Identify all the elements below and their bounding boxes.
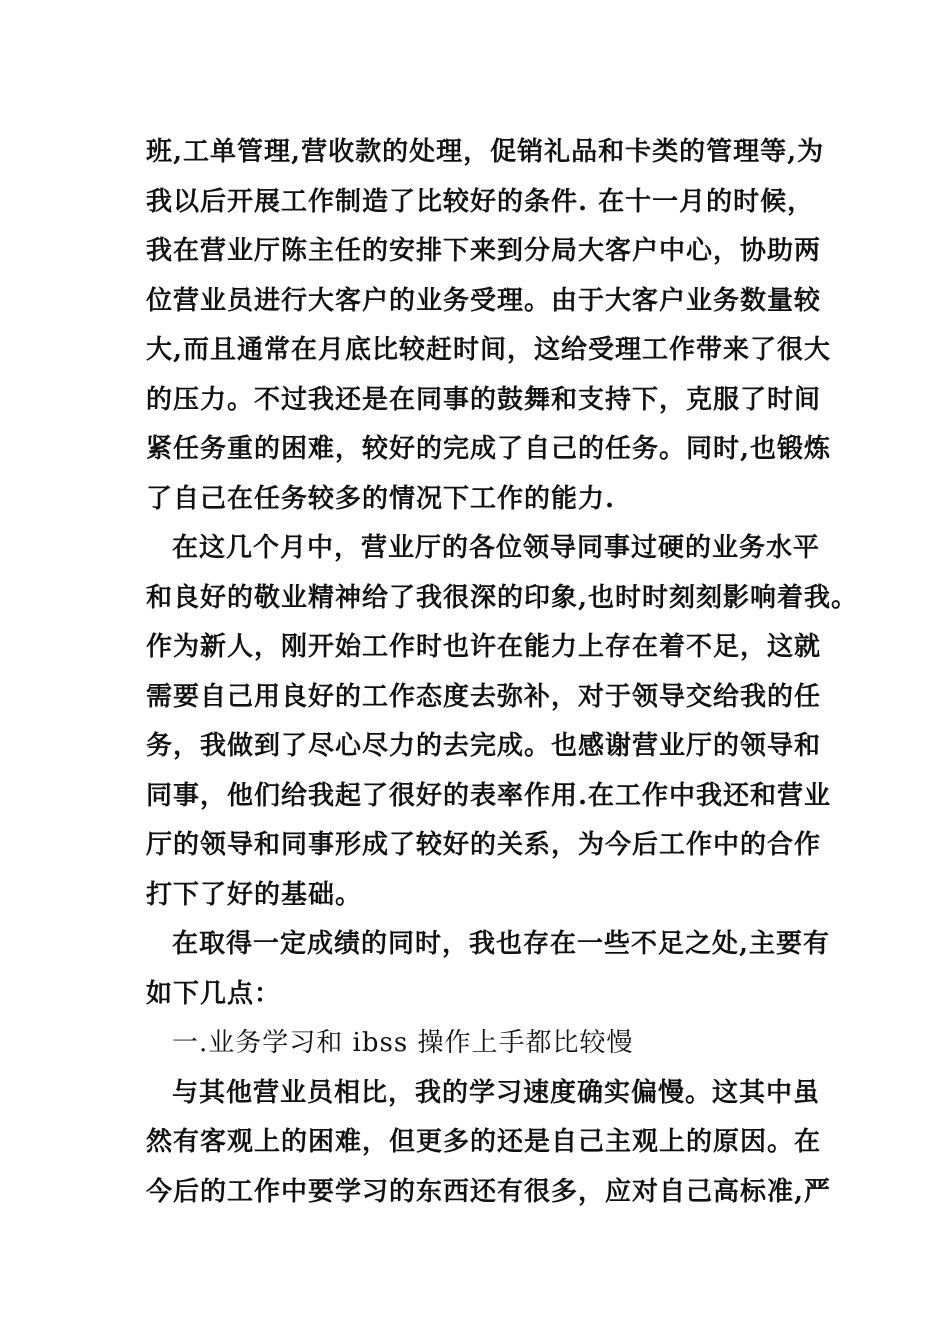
text-line-17: 在取得一定成绩的同时，我也存在一些不足之处,主要有 [172, 929, 831, 959]
text-line-13: 务，我做到了尽心尽力的去完成。也感谢营业厅的领导和 [146, 731, 822, 761]
text-line-8: 了自己在任务较多的情况下工作的能力. [146, 483, 616, 514]
text-line-20: 与其他营业员相比，我的学习速度确实偏慢。这其中虽 [172, 1077, 821, 1108]
text-line-12: 需要自己用良好的工作态度去弥补，对于领导交给我的任 [146, 681, 822, 712]
text-line-10: 和良好的敬业精神给了我很深的印象,也时时刻刻影响着我。 [146, 582, 859, 613]
text-line-21: 然有客观上的困难，但更多的还是自己主观上的原因。在 [146, 1127, 822, 1157]
text-line-7: 紧任务重的困难，较好的完成了自己的任务。同时,也锻炼 [146, 434, 832, 464]
section-heading: 一.业务学习和 ibss 操作上手都比较慢 [172, 1028, 634, 1058]
document-body [146, 128, 859, 1217]
text-line-5: 大,而且通常在月底比较赶时间，这给受理工作带来了很大 [146, 335, 832, 365]
text-line-14: 同事，他们给我起了很好的表率作用.在工作中我还和营业 [146, 780, 832, 811]
text-line-2: 我以后开展工作制造了比较好的条件. 在十一月的时候， [146, 186, 815, 217]
text-line-22: 今后的工作中要学习的东西还有很多，应对自己高标准,严 [146, 1176, 832, 1207]
text-line-15: 厅的领导和同事形成了较好的关系，为今后工作中的合作 [146, 830, 822, 860]
text-line-6: 的压力。不过我还是在同事的鼓舞和支持下，克服了时间 [146, 384, 822, 415]
text-line-1: 班,工单管理,营收款的处理，促销礼品和卡类的管理等,为 [146, 137, 825, 167]
text-line-18: 如下几点： [146, 978, 282, 1009]
text-line-16: 打下了好的基础。 [146, 879, 363, 910]
text-line-3: 我在营业厅陈主任的安排下来到分局大客户中心，协助两 [146, 236, 822, 266]
text-line-4: 位营业员进行大客户的业务受理。由于大客户业务数量较 [146, 285, 822, 316]
text-line-11: 作为新人，刚开始工作时也许在能力上存在着不足，这就 [146, 632, 822, 662]
text-line-9: 在这几个月中，营业厅的各位领导同事过硬的业务水平 [172, 533, 821, 563]
